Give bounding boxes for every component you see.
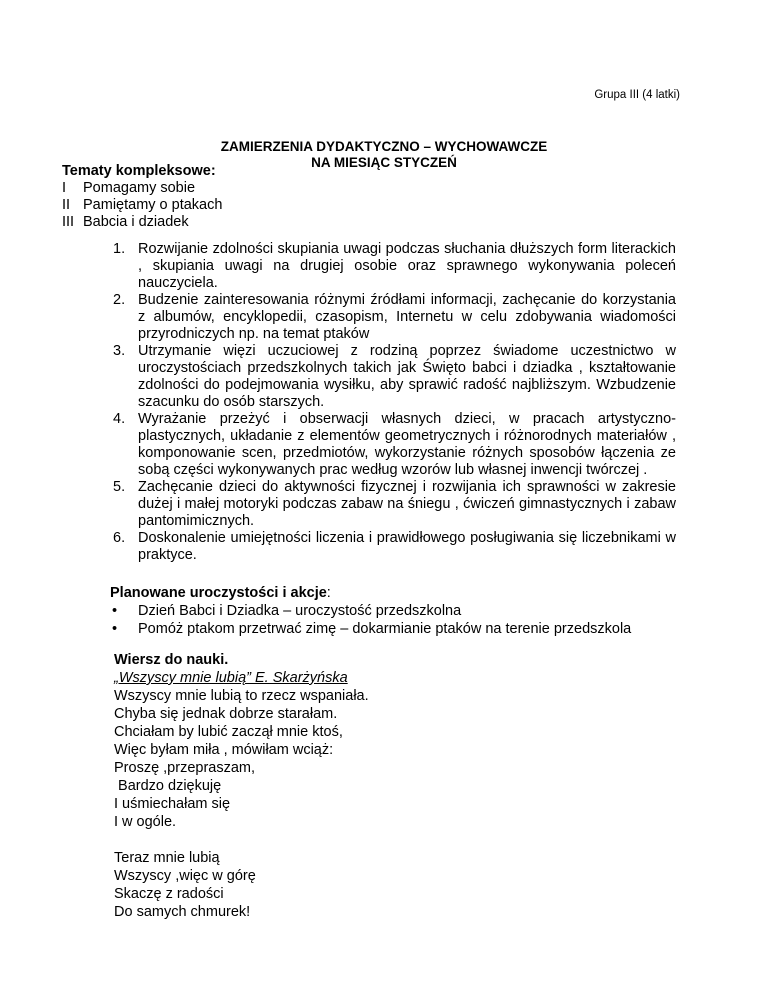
poem-source: „Wszyscy mnie lubią” E. Skarżyńska bbox=[114, 670, 348, 686]
topic-number: I bbox=[62, 180, 67, 196]
goal-item bbox=[108, 292, 676, 343]
event-text: Dzień Babci i Dziadka – uroczystość przedszkolna bbox=[138, 603, 462, 619]
poem-line: Bardzo dziękuję bbox=[114, 778, 222, 794]
bullet-icon: • bbox=[112, 621, 118, 637]
title-line-1: ZAMIERZENIA DYDAKTYCZNO – WYCHOWAWCZE bbox=[220, 139, 548, 154]
topic-text: Pamiętamy o ptakach bbox=[83, 197, 223, 213]
goal-number: 3. bbox=[113, 343, 126, 359]
poem-section bbox=[114, 651, 369, 921]
bullet-icon: • bbox=[112, 603, 118, 619]
poem-line: I w ogóle. bbox=[114, 814, 177, 830]
poem-line: Teraz mnie lubią bbox=[114, 850, 220, 866]
poem-line: Skaczę z radości bbox=[114, 886, 224, 902]
topic-item bbox=[62, 197, 222, 214]
topics-heading: Tematy kompleksowe: bbox=[62, 163, 216, 179]
goal-item bbox=[108, 530, 676, 564]
goal-number: 5. bbox=[113, 479, 126, 495]
poem-heading: Wiersz do nauki. bbox=[114, 652, 229, 668]
goals-list bbox=[108, 241, 676, 564]
poem-line: Więc byłam miła , mówiłam wciąż: bbox=[114, 742, 334, 758]
group-label: Grupa III (4 latki) bbox=[594, 89, 680, 101]
goal-text: Rozwijanie zdolności skupiania uwagi podczas słuchania dłuższych form literackich , skupiania uwagi na drugiej osobie oraz sprawnego wykonywania poleceń nauczyciela. bbox=[138, 241, 676, 291]
poem-line: Chciałam by lubić zaczął mnie ktoś, bbox=[114, 724, 343, 740]
poem-line: Wszyscy ,więc w górę bbox=[114, 868, 256, 884]
event-item bbox=[110, 620, 631, 638]
events-heading: Planowane uroczystości i akcje bbox=[110, 585, 327, 601]
topic-text: Pomagamy sobie bbox=[83, 180, 196, 196]
poem-line: Chyba się jednak dobrze starałam. bbox=[114, 706, 338, 722]
topic-number: II bbox=[62, 197, 71, 213]
goal-number: 6. bbox=[113, 530, 126, 546]
topic-item bbox=[62, 180, 222, 197]
goal-number: 2. bbox=[113, 292, 126, 308]
goal-text: Wyrażanie przeżyć i obserwacji własnych dzieci, w pracach artystyczno-plastycznych, układanie z elementów geometrycznych i różnorodnych materiałów , komponowanie scen, przedmiotów, wykorzystanie różnych sposobów łączenia ze sobą części wykonywanych prac według wzorów lub własnej inwencji twórczej . bbox=[138, 411, 676, 478]
goal-item bbox=[108, 343, 676, 411]
goal-text: Utrzymanie więzi uczuciowej z rodziną poprzez świadome uczestnictwo w uroczystościach przedszkolnych takich jak Święto babci i dziadka , kształtowanie zdolności do podejmowania wysiłku, aby sprawić radość najbliższym. Wzbudzenie szacunku do osób starszych. bbox=[138, 343, 676, 410]
goal-number: 4. bbox=[113, 411, 126, 427]
topic-text: Babcia i dziadek bbox=[83, 214, 189, 230]
goal-number: 1. bbox=[113, 241, 126, 257]
topic-item bbox=[62, 214, 222, 231]
goal-text: Budzenie zainteresowania różnymi źródłami informacji, zachęcanie do korzystania z albumów, encyklopedii, czasopism, Internetu w celu zdobywania wiadomości przyrodniczych np. na temat ptaków bbox=[138, 292, 676, 342]
events-heading-row bbox=[110, 584, 631, 602]
poem-line: Wszyscy mnie lubią to rzecz wspaniała. bbox=[114, 688, 369, 704]
poem-line: Do samych chmurek! bbox=[114, 904, 251, 920]
events-section bbox=[110, 584, 631, 638]
event-item bbox=[110, 602, 631, 620]
goal-text: Zachęcanie dzieci do aktywności fizycznej i rozwijania ich sprawności w zakresie dużej i małej motoryki podczas zabaw na śniegu , ćwiczeń gimnastycznych i zabaw pantomimicznych. bbox=[138, 479, 676, 529]
poem-line: I uśmiechałam się bbox=[114, 796, 231, 812]
stanza-gap bbox=[114, 831, 369, 849]
topics-section bbox=[62, 163, 222, 231]
events-heading-colon: : bbox=[326, 585, 331, 601]
title-line-2: NA MIESIĄC STYCZEŃ bbox=[311, 155, 457, 170]
goal-item bbox=[108, 411, 676, 479]
poem-line: Proszę ,przepraszam, bbox=[114, 760, 256, 776]
goal-item bbox=[108, 241, 676, 292]
topic-number: III bbox=[62, 214, 75, 230]
goal-item bbox=[108, 479, 676, 530]
event-text: Pomóż ptakom przetrwać zimę – dokarmianie ptaków na terenie przedszkola bbox=[138, 621, 632, 637]
goal-text: Doskonalenie umiejętności liczenia i prawidłowego posługiwania się liczebnikami w praktyce. bbox=[138, 530, 676, 563]
